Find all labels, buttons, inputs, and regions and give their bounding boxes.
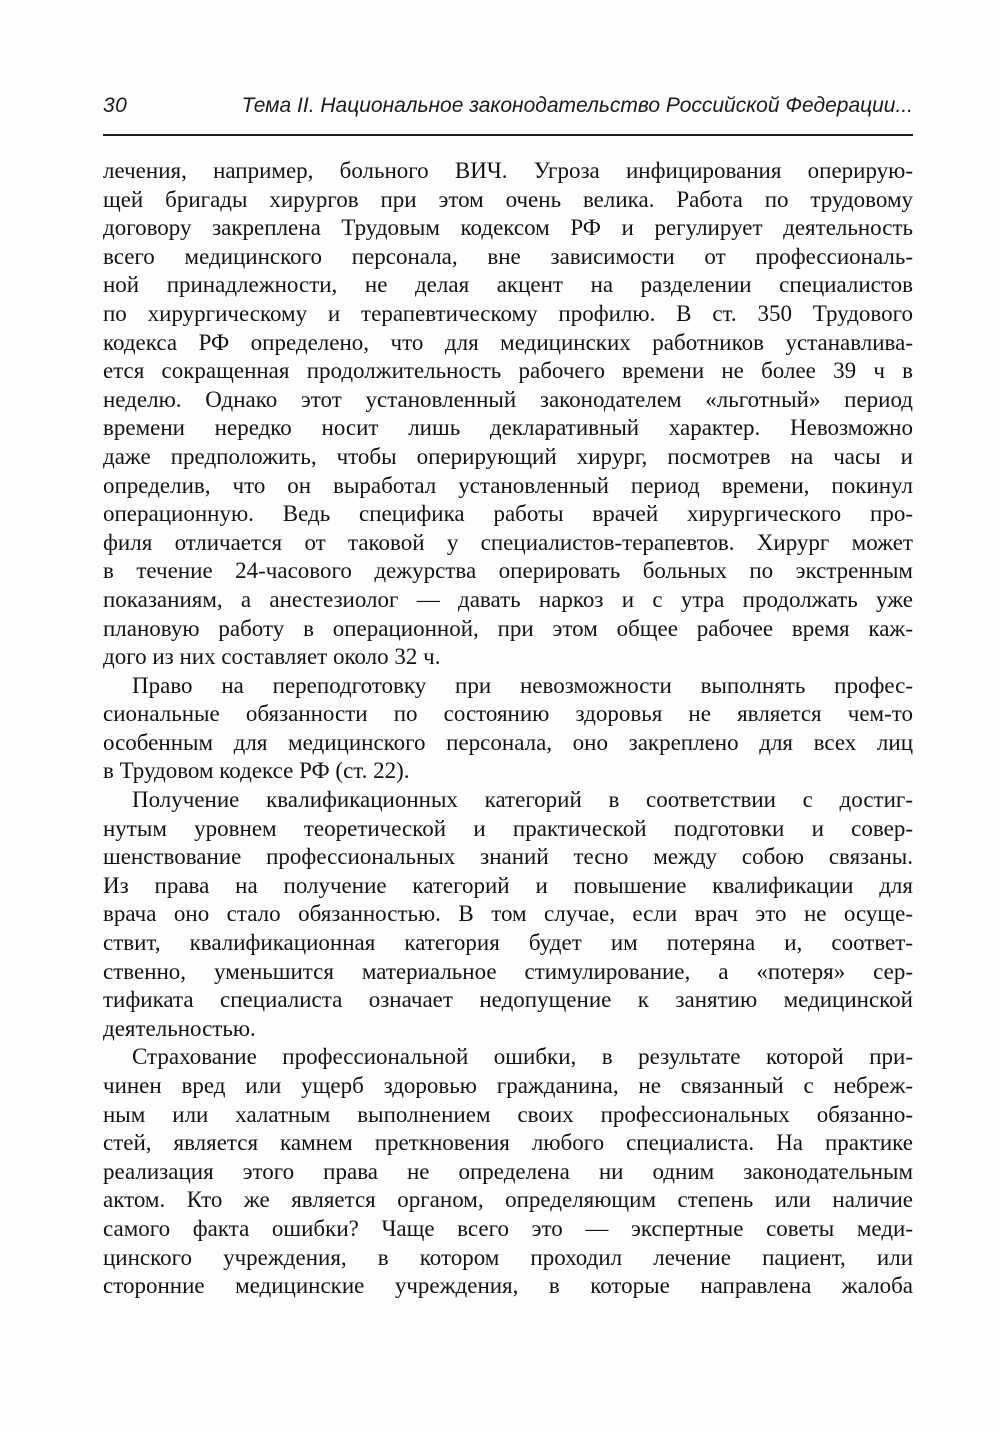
text-line: филя отличается от таковой у специалистов-терапевтов. Хирург может [103, 529, 913, 555]
text-line: в Трудовом кодексе РФ (ст. 22). [103, 758, 410, 784]
running-title: Тема II. Национальное законодательство Российской Федерации... [241, 94, 913, 117]
text-line: тификата специалиста означает недопущение к занятию медицинской [103, 987, 913, 1013]
text-line: Из права на получение категорий и повышение квалификации для [103, 872, 913, 898]
text-line: самого факта ошибки? Чаще всего это — экспертные советы меди- [103, 1215, 913, 1241]
text-line: неделю. Однако этот установленный законодателем «льготный» период [103, 386, 913, 412]
text-line: стей, является камнем преткновения любого специалиста. На практике [103, 1130, 913, 1156]
text-line: Право на переподготовку при невозможности выполнять профес- [132, 672, 913, 698]
text-line: определив, что он выработал установленный период времени, покинул [103, 472, 913, 498]
text-line: актом. Кто же является органом, определяющим степень или наличие [103, 1187, 913, 1213]
page-header [103, 94, 913, 118]
page-number: 30 [103, 94, 128, 117]
paragraph [103, 786, 913, 1043]
text-line: ственно, уменьшится материальное стимулирование, а «потеря» сер- [103, 958, 913, 984]
text-line: лечения, например, больного ВИЧ. Угроза инфицирования оперирую- [103, 158, 913, 183]
paragraph [103, 157, 913, 672]
text-line: Страхование профессиональной ошибки, в результате которой при- [132, 1044, 913, 1070]
text-line: плановую работу в операционной, при этом общее рабочее время каж- [103, 615, 913, 641]
text-line: дого из них составляет около 32 ч. [103, 644, 441, 670]
paragraph [103, 672, 913, 786]
text-line: врача оно стало обязанностью. В том случае, если врач это не осуще- [103, 901, 913, 927]
text-line: показаниям, а анестезиолог — давать наркоз и с утра продолжать уже [103, 586, 913, 612]
body-text [103, 157, 913, 1301]
text-line: чинен вред или ущерб здоровью гражданина, не связанный с небреж- [103, 1073, 913, 1098]
text-line: сиональные обязанности по состоянию здоровья не является чем-то [103, 701, 913, 727]
paragraph [103, 1043, 913, 1300]
text-line: ется сокращенная продолжительность рабочего времени не более 39 ч в [103, 358, 913, 384]
text-line: даже предположить, чтобы оперирующий хирург, посмотрев на часы и [103, 443, 913, 469]
text-line: операционную. Ведь специфика работы врачей хирургического про- [103, 501, 913, 527]
text-line: по хирургическому и терапевтическому профилю. В ст. 350 Трудового [103, 300, 913, 326]
text-line: Получение квалификационных категорий в соответствии с достиг- [132, 787, 913, 813]
text-line: деятельностью. [103, 1015, 256, 1041]
text-line: цинского учреждения, в котором проходил лечение пациент, или [103, 1244, 913, 1270]
header-rule [103, 134, 913, 136]
text-line: ной принадлежности, не делая акцент на разделении специалистов [103, 272, 913, 298]
text-line: нутым уровнем теоретической и практической подготовки и совер- [103, 815, 913, 841]
text-line: ствит, квалификационная категория будет им потеряна и, соответ- [103, 930, 913, 956]
text-line: в течение 24-часового дежурства оперировать больных по экстренным [103, 558, 913, 584]
text-line: ным или халатным выполнением своих профессиональных обязанно- [103, 1101, 913, 1127]
text-line: шенствование профессиональных знаний тесно между собою связаны. [103, 844, 913, 870]
text-line: кодекса РФ определено, что для медицинских работников устанавлива- [103, 329, 913, 355]
text-line: сторонние медицинские учреждения, в которые направлена жалоба [103, 1273, 913, 1299]
text-line: щей бригады хирургов при этом очень велика. Работа по трудовому [103, 186, 913, 212]
text-line: договору закреплена Трудовым кодексом РФ и регулирует деятельность [103, 215, 913, 241]
text-line: всего медицинского персонала, вне зависимости от профессиональ- [103, 243, 913, 269]
text-line: реализация этого права не определена ни одним законодательным [103, 1158, 913, 1184]
text-line: времени нередко носит лишь декларативный характер. Невозможно [103, 415, 913, 441]
text-line: особенным для медицинского персонала, оно закреплено для всех лиц [103, 729, 913, 755]
